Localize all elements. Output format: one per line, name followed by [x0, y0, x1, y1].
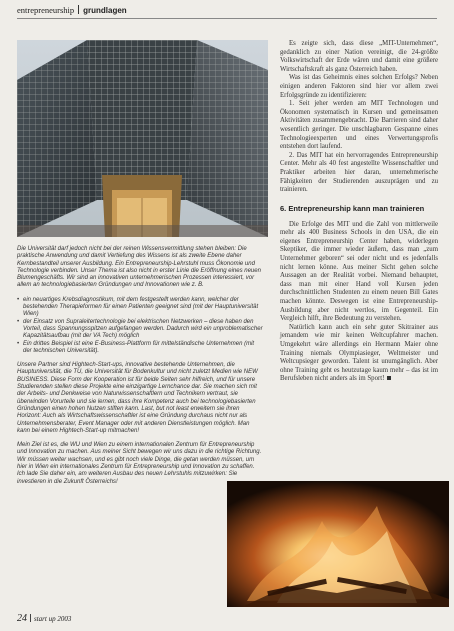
right-paragraph-2: Was ist das Geheimnis eines solchen Erfolgs? Neben einigen anderen Faktoren sind hier vor allem zwei Erfolgsgründe zu identifizieren:	[280, 74, 438, 99]
left-column-text	[17, 246, 263, 493]
left-paragraph-1: Die Universität darf jedoch nicht bei der reinen Wissensvermittlung stehen bleiben: Die praktische Anwendung und damit Vertiefung des Wissens ist als zweite Ebene daher Kernbestandteil unserer Ausbildung. Ein Entrepreneurship-Lehrstuhl muss Ökonomie und Technologie verbinden. Unser Thema ist also nicht in erster Linie die Eröffnung eines neuen Blumengeschäfts. Wir sind an innovativen unternehmerischen Prozessen interessiert, vor allem an technologiebasierten Gründungen und Innovationen wie z. B.	[17, 246, 261, 289]
right-paragraph-6: Natürlich kann auch ein sehr guter Skitrainer aus jemandem wie mir keinen Weltcupfahrer machen. Umgekehrt wäre allerdings ein Hermann Maier ohne Training niemals Olympiasieger, Weltmeister und Weltcupsieger geworden. Talent ist unumgänglich. Aber ohne Training geht es heutzutage kaum mehr – das ist im Berufsleben nicht anders als im Sport!	[280, 323, 438, 383]
end-of-article-mark	[387, 376, 391, 380]
page-footer	[17, 612, 71, 625]
examples-list	[17, 297, 263, 355]
right-paragraph-1: Es zeigte sich, dass diese „MIT-Unternehmen“, gedanklich zu einer Nation vereinigt, die 24-größte Volkswirtschaft der Erde wären und damit eine größere Wirtschaftskraft als ganz Österreich haben.	[280, 40, 438, 73]
right-column-text	[280, 40, 438, 384]
footer-separator	[30, 614, 31, 622]
right-paragraph-4: 2. Das MIT hat ein hervorragendes Entrepreneurship Center. Mehr als 40 fest angestellte Wissenschaftler und Praktiker arbeiten hier daran, unternehmerische Fähigkeiten der Studierenden auszuprägen und zu trainieren.	[280, 151, 438, 194]
page-number: 24	[17, 613, 27, 624]
header-separator	[78, 5, 79, 14]
right-paragraph-5: Die Erfolge des MIT und die Zahl von mittlerweile mehr als 400 Business Schools in den USA, die ein eigenes Entrepreneurship Center haben, widerlegen Skeptiker, die immer wieder äußern, dass man „zum Unternehmer geboren“ sei oder nicht und es jedenfalls nicht lernen könne. Aus meiner Sicht gehen solche Aussagen an der Realität vorbei. Niemand behauptet, dass man mit einer Hand voll Kursen jeden durchschnittlichen Studenten zu einem neuen Bill Gates machen könnte. Deswegen ist eine Entrepreneurship-Ausbildung aber nicht wertlos, im Gegenteil. Ein Vergleich hilft, ihre Bedeutung zu verstehen.	[280, 220, 438, 323]
fire-photo	[227, 481, 449, 607]
header-section: entrepreneurship	[17, 5, 75, 15]
right-paragraph-3: 1. Seit jeher werden am MIT Technologen und Ökonomen systematisch in Kursen und gemeinsamen Aktivitäten zusammengebracht. Die Barrieren sind daher wesentlich geringer. Die unschlagbaren Gespanne eines Technologieexperten und eines Verwertungsprofis entstehen dort laufend.	[280, 100, 438, 151]
header-topic: grundlagen	[83, 6, 127, 15]
left-paragraph-2: Unsere Partner sind Hightech-Start-ups, innovative bestehende Unternehmen, die Hauptuniversität, die TU, die Universität für Bodenkultur und nicht zuletzt Medien wie NEW BUSINESS. Diese Form der Kooperation ist für beide Seiten sehr hilfreich, und für unsere Studierenden stellen diese Projekte eine einzigartige Lernchance dar. Sie machen sich mit der Arbeits- und Denkweise von Naturwissenschaftlern und Technikern vertraut, sie überwinden Vorurteile und sie lernen, dass ihre Kompetenz auch bei technologiebasierten Gründungen einen hohen Nutzen stiften kann. Last, but not least erweitern sie ihren Horizont: Auch als Wirtschaftswissenschaftler ist eine Gründung durchaus nicht nur als Unternehmensberater, Event Manager oder mit anderen Dienstleistungen möglich. Man kann bei einem Hightech-Start-up mitmachen!	[17, 362, 258, 434]
section-heading: 6. Entrepreneurship kann man trainieren	[280, 203, 425, 213]
left-paragraph-3: Mein Ziel ist es, die WU und Wien zu einem internationalen Zentrum für Entrepreneurship und Innovation zu machen. Aus meiner Sicht bewegen wir uns dazu in die richtige Richtung. Wir müssen weiter wachsen, und es gibt noch viele Dinge, die getan werden müssen, um hier in Wien ein internationales Zentrum für Entrepreneurship und Innovation zu schaffen. Ich lade Sie daher ein, am weiteren Ausbau des neuen Lehrstuhls mitzuwirken: Sie investieren in die Zukunft Österreichs!	[17, 442, 262, 485]
header-rule	[17, 18, 437, 19]
list-item: • Ein drittes Beispiel ist eine E-Business-Plattform für mittelständische Unternehmen (mit der technischen Universität).	[17, 340, 255, 354]
magazine-name: start up 2003	[34, 615, 72, 623]
building-photo	[17, 40, 268, 237]
list-item: • der Einsatz von Supraleitertechnologie bei elektrischen Netzwerken – diese haben den Vorteil, dass Spannungsspitzen aufgefangen werden. Dadurch wird ein unproblematischer Kapazitätsaufbau (mit der VA Tech) möglich	[17, 318, 263, 340]
running-header	[17, 4, 127, 16]
list-item: • ein neuartiges Krebsdiagnostikum, mit dem festgestellt werden kann, welcher der bestehenden Therapieformen für einen Patienten geeignet sind (mit der Hauptuniversität Wien)	[17, 296, 259, 318]
